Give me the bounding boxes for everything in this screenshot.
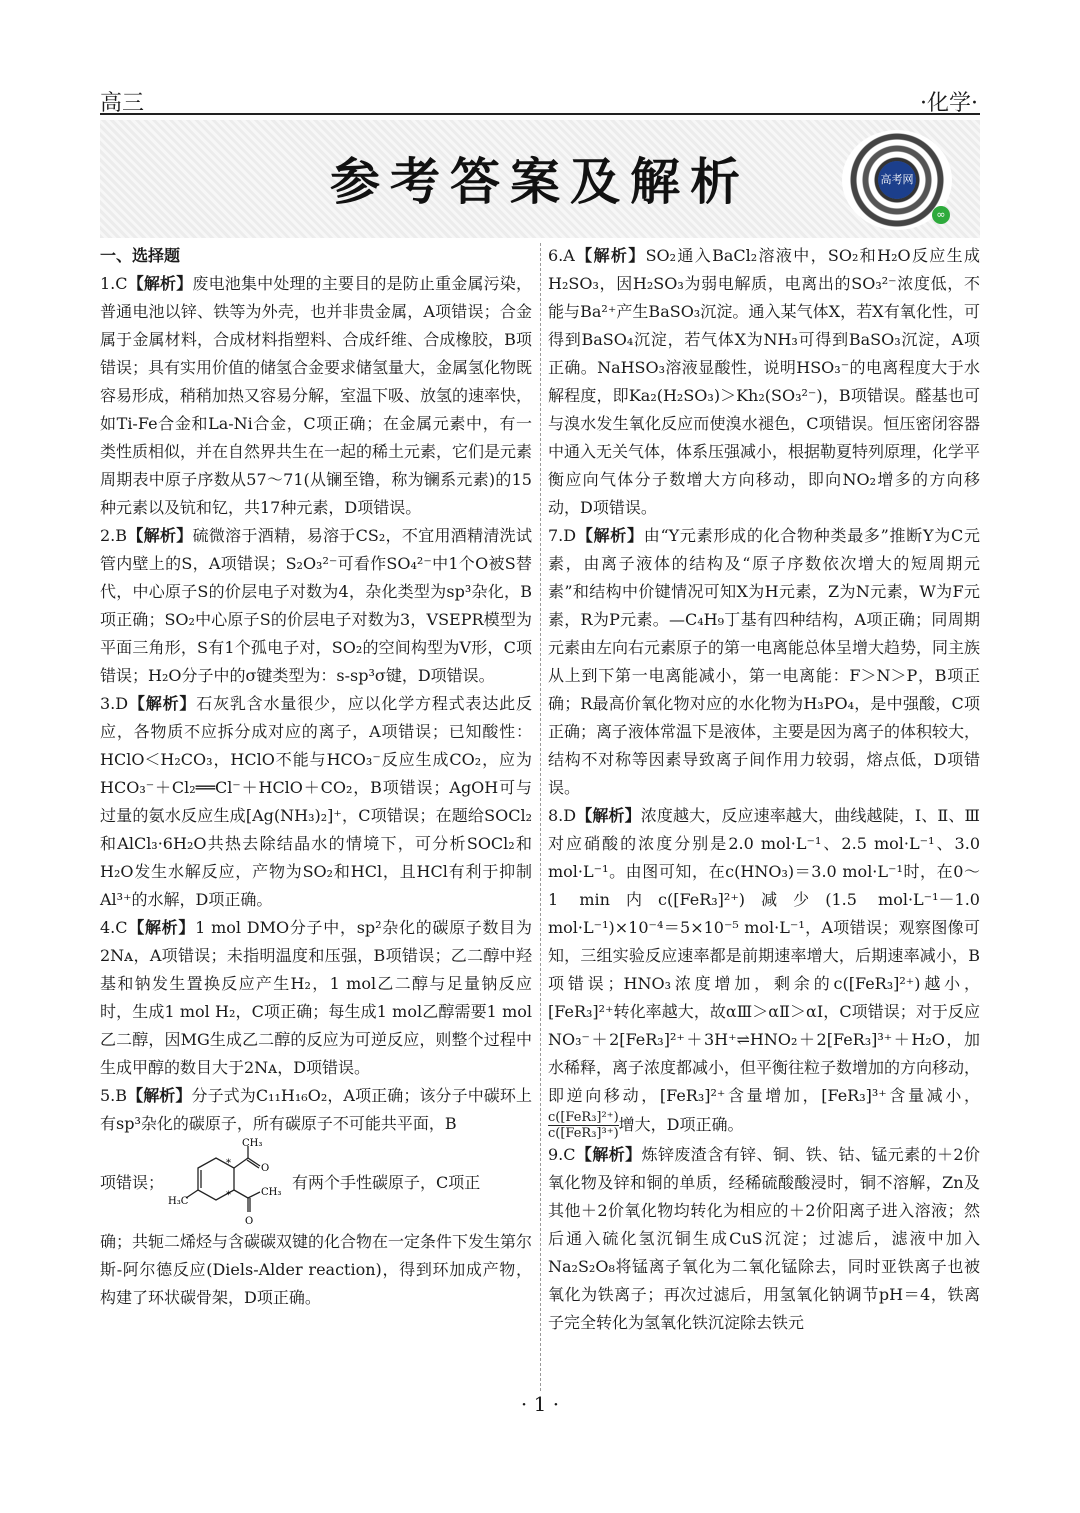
page-title: 参考答案及解析 <box>330 153 750 211</box>
answer-item-5 <box>100 1082 532 1312</box>
analysis-tag: 【解析】 <box>576 806 641 825</box>
grade-label: 高三 <box>100 91 145 116</box>
title-banner <box>100 120 980 238</box>
analysis-tag: 【解析】 <box>128 694 197 713</box>
item-text: SO₂通入BaCl₂溶液中，SO₂和H₂O反应生成H₂SO₃，因H₂SO₃为弱电解质，电离出的SO₃²⁻浓度低，不能与Ba²⁺产生BaSO₃沉淀。通入某气体X，若X有氧化性，可得到BaSO₄沉淀，若气体X为NH₃可得到BaSO₃沉淀，A项正确。NaHSO₃溶液显酸性，说明HSO₃⁻的电离程度大于水解程度，即Ka₂(H₂SO₃)＞Kh₂(SO₃²⁻)，B项错误。醛基也可与溴水发生氧化反应而使溴水褪色，C项错误。恒压密闭容器中通入无关气体，体系压强减小，根据勒夏特列原理，化学平衡应向气体分子数增大方向移动，即向NO₂增多的方向移动，D项错误。 <box>548 246 981 517</box>
answer-item-6 <box>548 242 980 522</box>
molecule-row <box>100 1138 532 1228</box>
item-number: 1.C <box>100 274 128 293</box>
fraction-numerator: c([FeR₃]²⁺) <box>548 1110 619 1125</box>
item-text: 石灰乳含水量很少，应以化学方程式表达此反应，各物质不应拆分成对应的离子，A项错误；已知酸性：HClO＜H₂CO₃，HClO不能与HCO₃⁻反应生成CO₂，应为HCO₃⁻＋Cl₂══Cl⁻＋HClO＋CO₂，B项错误；AgOH可与过量的氨水反应生成[Ag(NH₃)₂]⁺，C项错误；在题给SOCl₂和AlCl₃·6H₂O共热去除结晶水的情境下，可分析SOCl₂和H₂O发生水解反应，产物为SO₂和HCl，且HCl有利于抑制Al³⁺的水解，D项正确。 <box>100 694 532 909</box>
item-number: 9.C <box>548 1145 576 1164</box>
analysis-tag: 【解析】 <box>127 274 193 293</box>
item-number: 3.D <box>100 694 129 713</box>
item-text: 炼锌废渣含有锌、铜、铁、钴、锰元素的＋2价氧化物及锌和铜的单质，经稀硫酸酸浸时，铜不溶解，Zn及其他＋2价氧化物均转化为相应的＋2价阳离子进入溶液；然后通入硫化氢沉铜生成CuS沉淀；过滤后，滤液中加入Na₂S₂O₈将锰离子氧化为二氧化锰除去，同时亚铁离子也被氧化为铁离子；再次过滤后，用氢氧化钠调节pH＝4，铁离子完全转化为氢氧化铁沉淀除去铁元 <box>548 1145 980 1332</box>
item-number: 7.D <box>548 526 577 545</box>
analysis-tag: 【解析】 <box>127 1086 192 1105</box>
oxygen-bottom-label: O <box>245 1216 254 1227</box>
chiral-star-1: * <box>226 1158 232 1169</box>
ch3-top-label: CH₃ <box>242 1138 263 1149</box>
oxygen-top-label: O <box>261 1163 270 1174</box>
item-number: 6.A <box>548 246 575 265</box>
mini-program-icon: ∞ <box>932 206 950 224</box>
item-text: 增大，D项正确。 <box>618 1115 744 1134</box>
answer-item-3 <box>100 690 532 914</box>
qr-logo: 高考网 <box>878 161 916 199</box>
fraction-denominator: c([FeR₃]³⁺) <box>548 1126 619 1141</box>
left-column <box>100 242 532 1312</box>
item-text: 由“Y元素形成的化合物种类最多”推断Y为C元素，由离子液体的结构及“原子序数依次增大的短周期元素”和结构中价键情况可知X为H元素，Z为N元素，W为F元素，R为P元素。—C₄H₉丁基有四种结构，A项正确；同周期元素由左向右元素原子的第一电离能总体呈增大趋势，同主族从上到下第一电离能减小，第一电离能：F＞N＞P，B项正确；R最高价氧化物对应的水化物为H₃PO₄，是中强酸，C项正确；离子液体常温下是液体，主要是因为离子的体积较大，结构不对称等因素导致离子间作用力较弱，熔点低，D项错误。 <box>548 526 981 797</box>
ch3-right-label: CH₃ <box>261 1187 282 1198</box>
chiral-star-2: * <box>226 1190 232 1201</box>
item-text: 加，[FeR₃]³⁺含量减小， <box>783 1086 980 1105</box>
item-text: 废电池集中处理的主要目的是防止重金属污染，普通电池以锌、铁等为外壳，也并非贵金属，A项错误；合金属于金属材料，合成材料指塑料、合成纤维、合成橡胶，B项错误；具有实用价值的储氢合金要求储氢量大，金属氢化物既容易形成，稍稍加热又容易分解，室温下吸、放氢的速率快，如Ti-Fe合金和La-Ni合金，C项正确；在金属元素中，有一类性质相似，并在自然界共生在一起的稀土元素，它们是元素周期表中原子序数从57～71(从镧至镥，称为镧系元素)的15种元素以及钪和钇，共17种元素，D项错误。 <box>100 274 533 517</box>
item-text: 分子式为C₁₁H₁₆O₂，A项正确；该分子中碳环上有sp³杂化的碳原子，所有碳原子不可能共平面，B <box>100 1086 532 1133</box>
page-number: · 1 · <box>520 1392 560 1416</box>
answer-item-9 <box>548 1141 980 1337</box>
answer-item-4 <box>100 914 532 1082</box>
item-number: 8.D <box>548 806 577 825</box>
analysis-tag: 【解析】 <box>576 526 644 545</box>
answer-item-8 <box>548 802 980 1141</box>
item-text: 1 mol DMO分子中，sp²杂化的碳原子数目为2Nᴀ，A项错误；未指明温度和压强，B项错误；乙二醇中羟基和钠发生置换反应产生H₂，1 mol乙二醇与足量钠反应时，生成1 mol H₂，C项正确；每生成1 mol乙醇需要1 mol乙二醇，因MG生成乙二醇的反应为可逆反应，则整个过程中生成甲醇的数目大于2Nᴀ，D项错误。 <box>100 918 532 1077</box>
answer-item-7 <box>548 522 980 802</box>
answer-item-1 <box>100 270 532 522</box>
analysis-tag: 【解析】 <box>574 246 646 265</box>
item-number: 2.B <box>100 526 128 545</box>
qr-code-icon <box>842 130 952 230</box>
analysis-tag: 【解析】 <box>127 918 196 937</box>
column-divider <box>540 243 541 1391</box>
section-heading: 一、选择题 <box>100 246 181 265</box>
answer-item-2 <box>100 522 532 690</box>
analysis-tag: 【解析】 <box>127 526 193 545</box>
subject-label: ·化学· <box>920 91 978 116</box>
item-text: 有两个手性碳原子，C项正 <box>292 1173 481 1192</box>
right-column <box>548 242 980 1337</box>
analysis-tag: 【解析】 <box>575 1145 642 1164</box>
ratio-fraction <box>548 1110 619 1141</box>
header-rule <box>100 113 980 115</box>
molecule-structure <box>168 1138 288 1228</box>
item-text: 项错误； <box>100 1173 165 1192</box>
item-text: 确；共轭二烯烃与含碳碳双键的化合物在一定条件下发生第尔斯-阿尔德反应(Diels-Alder reaction)，得到环加成产物，构建了环状碳骨架，D项正确。 <box>100 1232 533 1307</box>
item-number: 5.B <box>100 1086 128 1105</box>
item-number: 4.C <box>100 918 128 937</box>
item-text: 硫微溶于酒精，易溶于CS₂，不宜用酒精清洗试管内壁上的S，A项错误；S₂O₃²⁻可看作SO₄²⁻中1个O被S替代，中心原子S的价层电子对数为4，杂化类型为sp³杂化，B项正确；SO₂中心原子S的价层电子对数为3，VSEPR模型为平面三角形，S有1个孤电子对，SO₂的空间构型为V形，C项错误；H₂O分子中的σ键类型为：s-sp³σ键，D项错误。 <box>100 526 532 685</box>
item-text: 浓度越大，反应速率越大，曲线越陡，Ⅰ、Ⅱ、Ⅲ对应硝酸的浓度分别是2.0 mol·L⁻¹、2.5 mol·L⁻¹、3.0 mol·L⁻¹。由图可知，在c(HNO₃)＝3.0 mol·L⁻¹时，在0～1 min内c([FeR₃]²⁺)减少(1.5 mol·L⁻¹－1.0 mol·L⁻¹)×10⁻⁴＝5×10⁻⁵ mol·L⁻¹，A项错误；观察图像可知，三组实验反应速率都是前期速率增大，后期速率减小，B项错误；HNO₃浓度增加，剩余的c([FeR₃]²⁺)越小，[FeR₃]²⁺转化率越大，故αⅢ＞αⅡ＞αⅠ，C项错误；对于反应NO₃⁻＋2[FeR₃]²⁺＋3H⁺⇌HNO₂＋2[FeR₃]³⁺＋H₂O，加水稀释，离子浓度都减小，但平衡往粒子数增加的方向移动，即逆向移动，[FeR₃]²⁺含量增 <box>548 806 981 1105</box>
h3c-label: H₃C <box>168 1196 189 1207</box>
